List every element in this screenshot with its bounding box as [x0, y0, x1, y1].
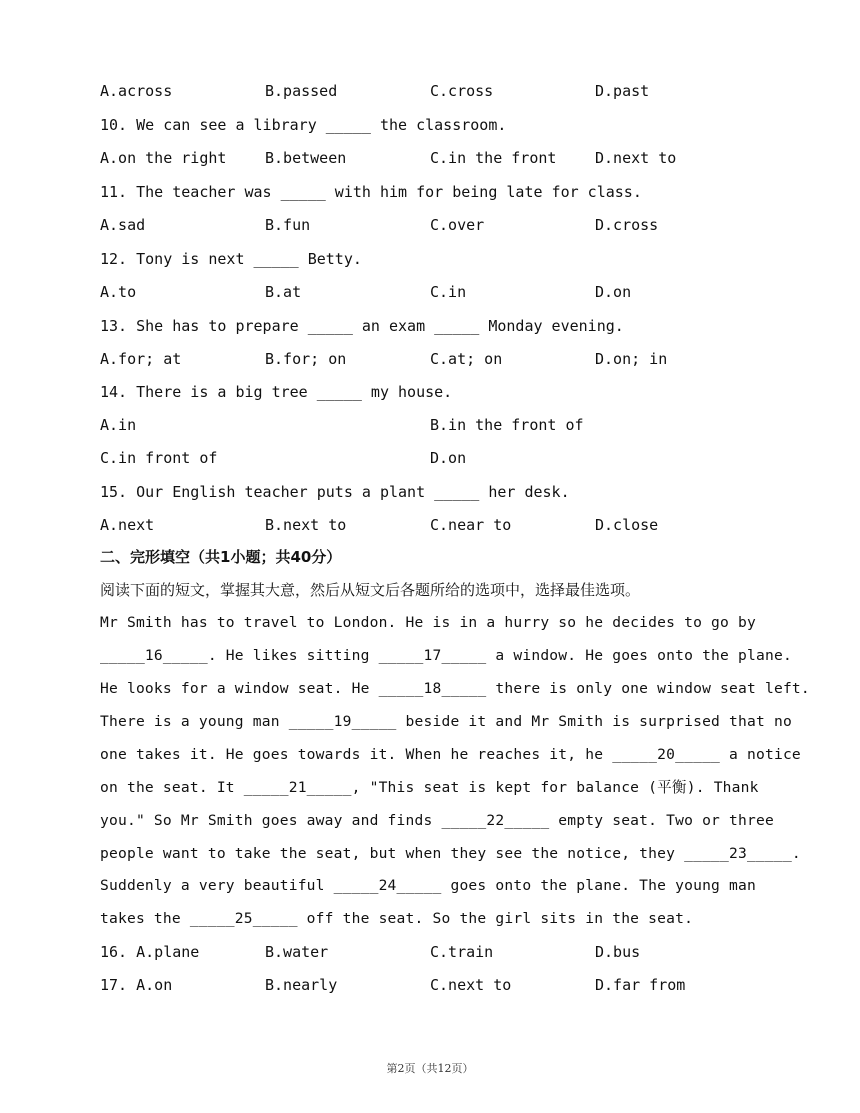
passage-line-4: There is a young man _____19_____ beside it and Mr Smith is surprised that no [100, 713, 792, 730]
q17-options-row [100, 974, 686, 996]
passage-line-10: takes the _____25_____ off the seat. So the girl sits in the seat. [100, 910, 694, 927]
q14-option-a: A.in [100, 416, 137, 434]
q12-option-b: B.at [265, 283, 302, 301]
passage-line-7: you." So Mr Smith goes away and finds _____22_____ empty seat. Two or three [100, 812, 774, 829]
q13-option-d: D.on; in [595, 350, 668, 368]
passage-line-1: Mr Smith has to travel to London. He is in a hurry so he decides to go by [100, 614, 756, 631]
page-footer: 第2页（共12页） [386, 1062, 474, 1075]
passage-line-3: He looks for a window seat. He _____18_____ there is only one window seat left. [100, 680, 810, 697]
q10-options-row [100, 147, 677, 169]
q9-option-b: B.passed [265, 82, 338, 100]
q13-option-b: B.for; on [265, 350, 347, 368]
q11-option-c: C.over [430, 216, 485, 234]
q13-stem: 13. She has to prepare _____ an exam _____ Monday evening. [100, 317, 624, 335]
q16-option-d: D.bus [595, 943, 641, 961]
q14-option-d: D.on [430, 449, 467, 467]
q16-option-b: B.water [265, 943, 329, 961]
q15-option-c: C.near to [430, 516, 512, 534]
q14-stem: 14. There is a big tree _____ my house. [100, 383, 453, 401]
q15-stem: 15. Our English teacher puts a plant _____ her desk. [100, 483, 570, 501]
q14-options-row-2 [100, 447, 467, 469]
q14-option-c: C.in front of [100, 449, 218, 467]
passage-line-2: _____16_____. He likes sitting _____17_____ a window. He goes onto the plane. [100, 647, 792, 664]
q12-stem: 12. Tony is next _____ Betty. [100, 250, 362, 268]
q15-option-b: B.next to [265, 516, 347, 534]
q15-option-a: A.next [100, 516, 155, 534]
q10-option-a: A.on the right [100, 149, 227, 167]
q16-option-a: 16. A.plane [100, 943, 200, 961]
q14-option-b: B.in the front of [430, 416, 584, 434]
q13-option-a: A.for; at [100, 350, 182, 368]
q10-stem: 10. We can see a library _____ the classroom. [100, 116, 507, 134]
q16-option-c: C.train [430, 943, 494, 961]
q15-options-row [100, 514, 659, 536]
q11-option-d: D.cross [595, 216, 659, 234]
q16-options-row [100, 941, 641, 963]
q11-stem: 11. The teacher was _____ with him for being late for class. [100, 183, 642, 201]
q10-option-c: C.in the front [430, 149, 557, 167]
q9-option-a: A.across [100, 82, 173, 100]
q12-option-c: C.in [430, 283, 467, 301]
q11-option-a: A.sad [100, 216, 146, 234]
q13-option-c: C.at; on [430, 350, 503, 368]
passage-line-9: Suddenly a very beautiful _____24_____ goes onto the plane. The young man [100, 877, 756, 894]
q9-options-row [100, 80, 650, 102]
q14-options-row-1 [100, 414, 584, 436]
passage-line-5: one takes it. He goes towards it. When he reaches it, he _____20_____ a notice [100, 746, 801, 763]
q9-option-d: D.past [595, 82, 650, 100]
q10-option-d: D.next to [595, 149, 677, 167]
q12-option-d: D.on [595, 283, 632, 301]
q17-option-a: 17. A.on [100, 976, 173, 994]
q10-option-b: B.between [265, 149, 347, 167]
q9-option-c: C.cross [430, 82, 494, 100]
passage-line-8: people want to take the seat, but when they see the notice, they _____23_____. [100, 845, 801, 862]
q12-option-a: A.to [100, 283, 137, 301]
q17-option-c: C.next to [430, 976, 512, 994]
section-heading: 二、完形填空（共1小题；共40分） [100, 548, 342, 566]
q15-option-d: D.close [595, 516, 659, 534]
passage-line-6: on the seat. It _____21_____, "This seat is kept for balance (平衡). Thank [100, 779, 759, 796]
q11-option-b: B.fun [265, 216, 311, 234]
q13-options-row [100, 348, 668, 370]
q11-options-row [100, 214, 659, 236]
q17-option-d: D.far from [595, 976, 686, 994]
q17-option-b: B.nearly [265, 976, 338, 994]
q12-options-row [100, 281, 632, 303]
section-instruction: 阅读下面的短文，掌握其大意，然后从短文后各题所给的选项中，选择最佳选项。 [100, 581, 641, 599]
